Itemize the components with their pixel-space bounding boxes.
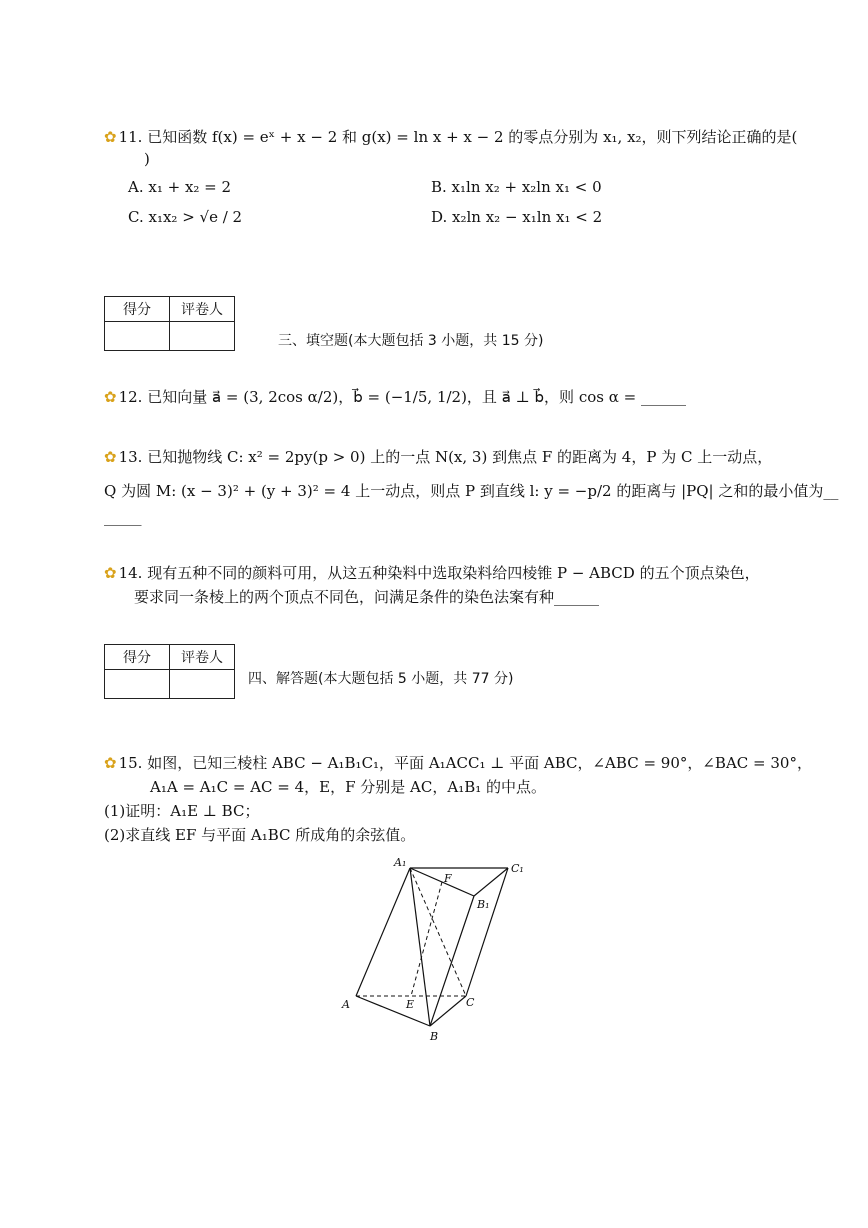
- label-f: F: [444, 872, 452, 885]
- label-a1: A₁: [394, 856, 407, 869]
- q11-stem-text: 11. 已知函数 f(x) = eˣ + x − 2 和 g(x) = ln x + x − 2 的零点分别为 x₁, x₂，则下列结论正确的是(: [118, 128, 798, 146]
- edge-a1-a: [356, 868, 410, 996]
- score-label: 得分: [105, 645, 170, 670]
- segment-f-e-hidden: [411, 882, 442, 996]
- flower-icon: ✿: [104, 448, 117, 466]
- q14-line1-text: 14. 现有五种不同的颜料可用，从这五种染料中选取染料给四棱锥 P − ABCD 的五个顶点染色，: [118, 564, 760, 582]
- flower-icon: ✿: [104, 128, 117, 146]
- q14-line1: [104, 562, 760, 583]
- q12-text: 12. 已知向量 a⃗ = (3, 2cos α/2)，b⃗ = (−1/5, 1/2)，且 a⃗ ⊥ b⃗，则 cos α = ______: [118, 388, 686, 406]
- q14-line2: 要求同一条棱上的两个顶点不同色，问满足条件的染色法案有种______: [134, 588, 600, 606]
- q12: [104, 386, 686, 407]
- q11-option-c: C. x₁x₂ > √e / 2: [128, 208, 243, 226]
- flower-icon: ✿: [104, 564, 117, 582]
- score-label: 得分: [105, 297, 170, 322]
- q13-line3: _____: [104, 508, 142, 526]
- label-b1: B₁: [477, 898, 490, 911]
- q11-option-a: A. x₁ + x₂ = 2: [128, 178, 232, 196]
- grader-label: 评卷人: [170, 645, 235, 670]
- prism-figure: [330, 850, 550, 1050]
- q11-stem: [104, 126, 797, 147]
- grader-cell: [170, 670, 235, 699]
- score-table-1: [104, 296, 235, 351]
- q15-part1: (1)证明：A₁E ⊥ BC；: [104, 802, 260, 820]
- label-b: B: [430, 1030, 439, 1043]
- score-table-2: [104, 644, 235, 699]
- label-c1: C₁: [511, 862, 524, 875]
- q13-line1: [104, 446, 772, 467]
- section-4-title: 四、解答题(本大题包括 5 小题，共 77 分): [248, 671, 514, 687]
- q15-part2: (2)求直线 EF 与平面 A₁BC 所成角的余弦值。: [104, 826, 416, 844]
- q13-line1-text: 13. 已知抛物线 C: x² = 2py(p > 0) 上的一点 N(x, 3) 到焦点 F 的距离为 4，P 为 C 上一动点，: [118, 448, 773, 466]
- q11-option-b: B. x₁ln x₂ + x₂ln x₁ < 0: [431, 178, 602, 196]
- label-c: C: [466, 996, 475, 1009]
- q15-line1-text: 15. 如图，已知三棱柱 ABC − A₁B₁C₁，平面 A₁ACC₁ ⊥ 平面 ABC，∠ABC = 90°，∠BAC = 30°，: [118, 754, 812, 772]
- section-3-title: 三、填空题(本大题包括 3 小题，共 15 分): [278, 333, 544, 349]
- q15-line1: [104, 752, 812, 773]
- flower-icon: ✿: [104, 388, 117, 406]
- edge-a-b: [356, 996, 430, 1026]
- q13-line2: Q 为圆 M: (x − 3)² + (y + 3)² = 4 上一动点，则点 P 到直线 l: y = −p/2 的距离与 |PQ| 之和的最小值为__: [104, 482, 839, 500]
- grader-label: 评卷人: [170, 297, 235, 322]
- label-e: E: [406, 998, 415, 1011]
- q11-option-d: D. x₂ln x₂ − x₁ln x₁ < 2: [431, 208, 603, 226]
- q15-line2: A₁A = A₁C = AC = 4，E，F 分别是 AC，A₁B₁ 的中点。: [150, 778, 547, 796]
- label-a: A: [342, 998, 350, 1011]
- q11-stem-close: ): [144, 150, 150, 168]
- flower-icon: ✿: [104, 754, 117, 772]
- score-cell: [105, 322, 170, 351]
- grader-cell: [170, 322, 235, 351]
- score-cell: [105, 670, 170, 699]
- edge-c1-c: [466, 868, 508, 996]
